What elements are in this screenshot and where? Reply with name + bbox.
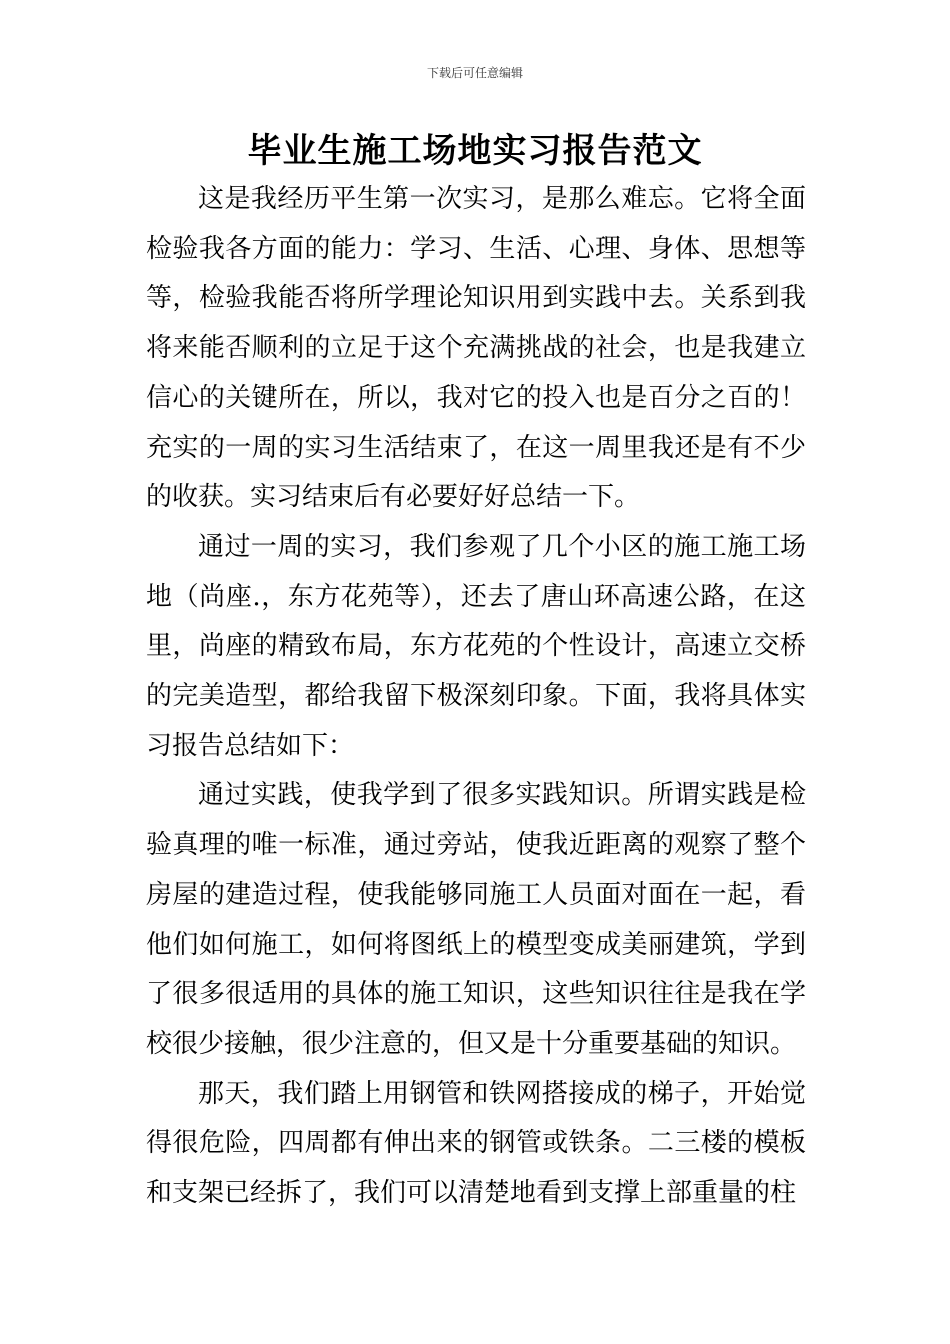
document-title: 毕业生施工场地实习报告范文 <box>247 131 703 171</box>
header-note: 下载后可任意编辑 <box>426 66 523 80</box>
paragraph-3: 通过实践，使我学到了很多实践知识。所谓实践是检验真理的唯一标准，通过旁站，使我近距离的观察了整个房屋的建造过程，使我能够同施工人员面对面在一起，看他们如何施工，如何将图纸上的模型变成美丽建筑，学到了很多很适用的具体的施工知识，这些知识往往是我在学校很少接触，很少注意的，但又是十分重要基础的知识。 <box>146 780 806 1059</box>
paragraph-2: 通过一周的实习，我们参观了几个小区的施工施工场地（尚座.，东方花苑等），还去了唐山环高速公路，在这里，尚座的精致布局，东方花苑的个性设计，高速立交桥的完美造型，都给我留下极深刻印象。下面，我将具体实习报告总结如下： <box>146 531 806 761</box>
document-body <box>146 175 806 1219</box>
paragraph-4: 那天，我们踏上用钢管和铁网搭接成的梯子，开始觉得很危险，四周都有伸出来的钢管或铁条。二三楼的模板和支架已经拆了，我们可以清楚地看到支撑上部重量的柱 <box>146 1078 806 1209</box>
paragraph-1: 这是我经历平生第一次实习，是那么难忘。它将全面检验我各方面的能力：学习、生活、心理、身体、思想等等，检验我能否将所学理论知识用到实践中去。关系到我将来能否顺利的立足于这个充满挑战的社会，也是我建立信心的关键所在，所以，我对它的投入也是百分之百的！充实的一周的实习生活结束了，在这一周里我还是有不少的收获。实习结束后有必要好好总结一下。 <box>146 184 806 513</box>
